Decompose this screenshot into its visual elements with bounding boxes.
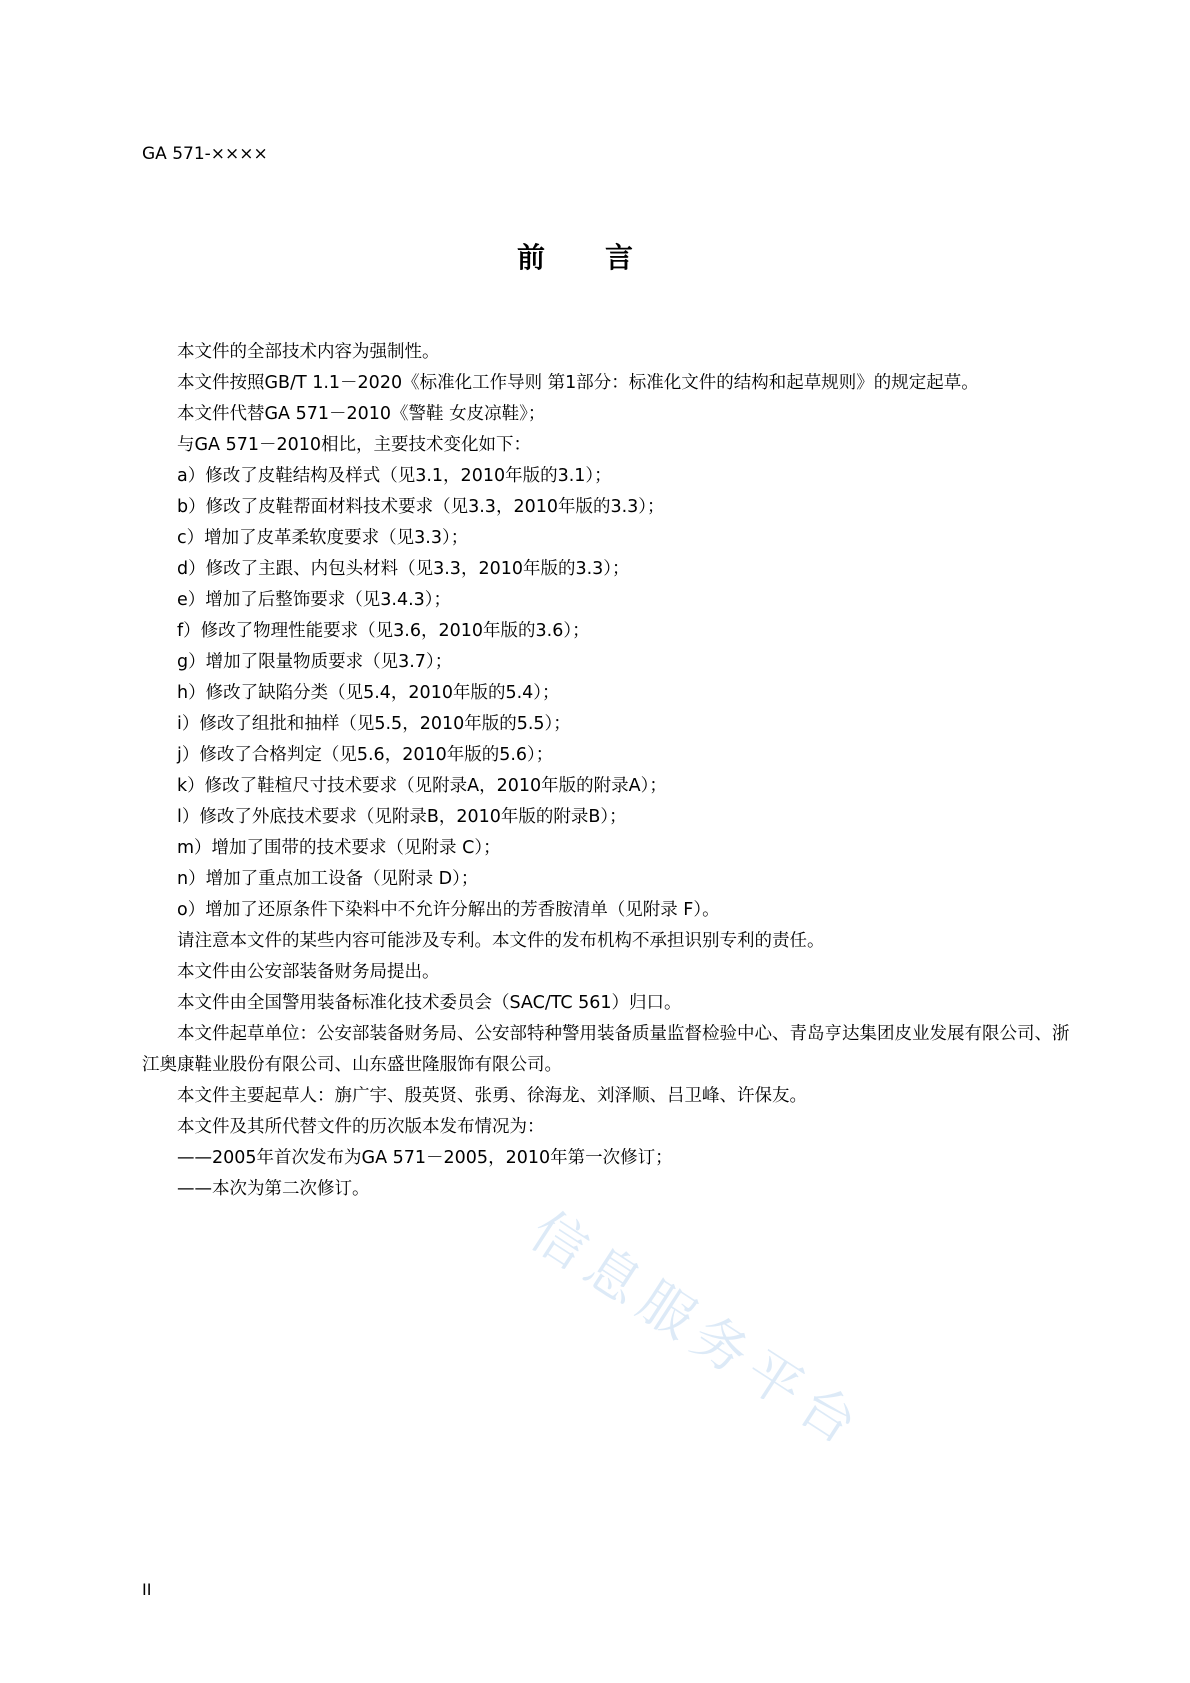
- list-item: c）增加了皮革柔软度要求（见3.3）；: [177, 528, 469, 548]
- foreword-body: [142, 337, 1078, 1205]
- document-number: GA 571-××××: [142, 144, 268, 164]
- list-item: b）修改了皮鞋帮面材料技术要求（见3.3，2010年版的3.3）；: [177, 497, 665, 517]
- paragraph: 本文件按照GB/T 1.1－2020《标准化工作导则 第1部分：标准化文件的结构和起草规则》的规定起草。: [177, 373, 979, 393]
- paragraph: 本文件代替GA 571－2010《警鞋 女皮凉鞋》；: [177, 404, 546, 424]
- watermark: 信息服务平台: [519, 1199, 877, 1462]
- list-item: f）修改了物理性能要求（见3.6，2010年版的3.6）；: [177, 621, 590, 641]
- paragraph: 本文件由全国警用装备标准化技术委员会（SAC/TC 561）归口。: [177, 993, 682, 1013]
- paragraph: ——本次为第二次修订。: [177, 1179, 370, 1199]
- paragraph: 本文件的全部技术内容为强制性。: [177, 342, 440, 362]
- list-item: g）增加了限量物质要求（见3.7）；: [177, 652, 453, 672]
- list-item: j）修改了合格判定（见5.6，2010年版的5.6）；: [177, 745, 554, 765]
- list-item: h）修改了缺陷分类（见5.4，2010年版的5.4）；: [177, 683, 560, 703]
- list-item: d）修改了主跟、内包头材料（见3.3，2010年版的3.3）；: [177, 559, 630, 579]
- list-item: o）增加了还原条件下染料中不允许分解出的芳香胺清单（见附录 F）。: [177, 900, 720, 920]
- page-title: 前言: [516, 241, 693, 274]
- paragraph: 与GA 571－2010相比，主要技术变化如下：: [177, 435, 532, 455]
- paragraph: 本文件起草单位：公安部装备财务局、公安部特种警用装备质量监督检验中心、青岛亨达集团皮业发展有限公司、浙江奥康鞋业股份有限公司、山东盛世隆服饰有限公司。: [142, 1024, 1070, 1075]
- page-number: II: [142, 1580, 152, 1599]
- paragraph: 本文件及其所代替文件的历次版本发布情况为：: [177, 1117, 545, 1137]
- list-item: k）修改了鞋楦尺寸技术要求（见附录A，2010年版的附录A）；: [177, 776, 667, 796]
- paragraph: 请注意本文件的某些内容可能涉及专利。本文件的发布机构不承担识别专利的责任。: [177, 931, 825, 951]
- paragraph: 本文件由公安部装备财务局提出。: [177, 962, 440, 982]
- paragraph: 本文件主要起草人：旃广宇、殷英贤、张勇、徐海龙、刘泽顺、吕卫峰、许保友。: [177, 1086, 807, 1106]
- list-item: a）修改了皮鞋结构及样式（见3.1，2010年版的3.1）；: [177, 466, 612, 486]
- paragraph: ——2005年首次发布为GA 571－2005，2010年第一次修订；: [177, 1148, 673, 1168]
- list-item: i）修改了组批和抽样（见5.5，2010年版的5.5）；: [177, 714, 571, 734]
- list-item: m）增加了围带的技术要求（见附录 C）；: [177, 838, 501, 858]
- list-item: l）修改了外底技术要求（见附录B，2010年版的附录B）；: [177, 807, 627, 827]
- list-item: e）增加了后整饰要求（见3.4.3）；: [177, 590, 452, 610]
- list-item: n）增加了重点加工设备（见附录 D）；: [177, 869, 479, 889]
